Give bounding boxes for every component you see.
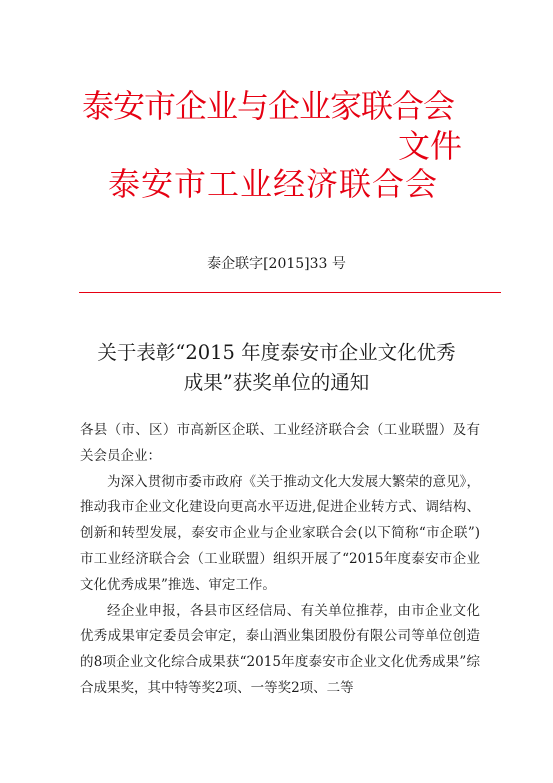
issuer-name-1: 泰安市企业与企业家联合会 [82, 87, 455, 125]
document-number: 泰企联字[2015]33 号 [207, 256, 346, 272]
document-label: 文件 [398, 127, 463, 165]
notice-title [60, 338, 493, 398]
notice-title-line-1: 关于表彰“2015 年度泰安市企业文化优秀 [97, 341, 456, 364]
issuer-name-2: 泰安市工业经济联合会 [108, 165, 439, 203]
paragraph-1: 为深入贯彻市委市政府《关于推动文化大发展大繁荣的意见》，推动我市企业文化建设向更高水平迈进,促进企业转方式、调结构、创新和转型发展，泰安市企业与企业家联合会(以下简称“市企联”)市工业经济联合会（工业联盟）组织开展了“2015年度泰安市企业文化优秀成果”推选、审定工作。 [80, 473, 480, 593]
red-divider [79, 292, 501, 293]
paragraph-2: 经企业申报，各县市区经信局、有关单位推荐，由市企业文化优秀成果审定委员会审定，泰山酒业集团股份有限公司等单位创造的8项企业文化综合成果获“2015年度泰安市企业文化优秀成果”综合成果奖，其中特等奖2项、一等奖2项、二等 [80, 602, 480, 696]
notice-body [80, 418, 480, 702]
salutation: 各县（市、区）市高新区企联、工业经济联合会（工业联盟）及有关会员企业： [80, 422, 480, 464]
notice-title-line-2: 成果”获奖单位的通知 [183, 371, 370, 394]
